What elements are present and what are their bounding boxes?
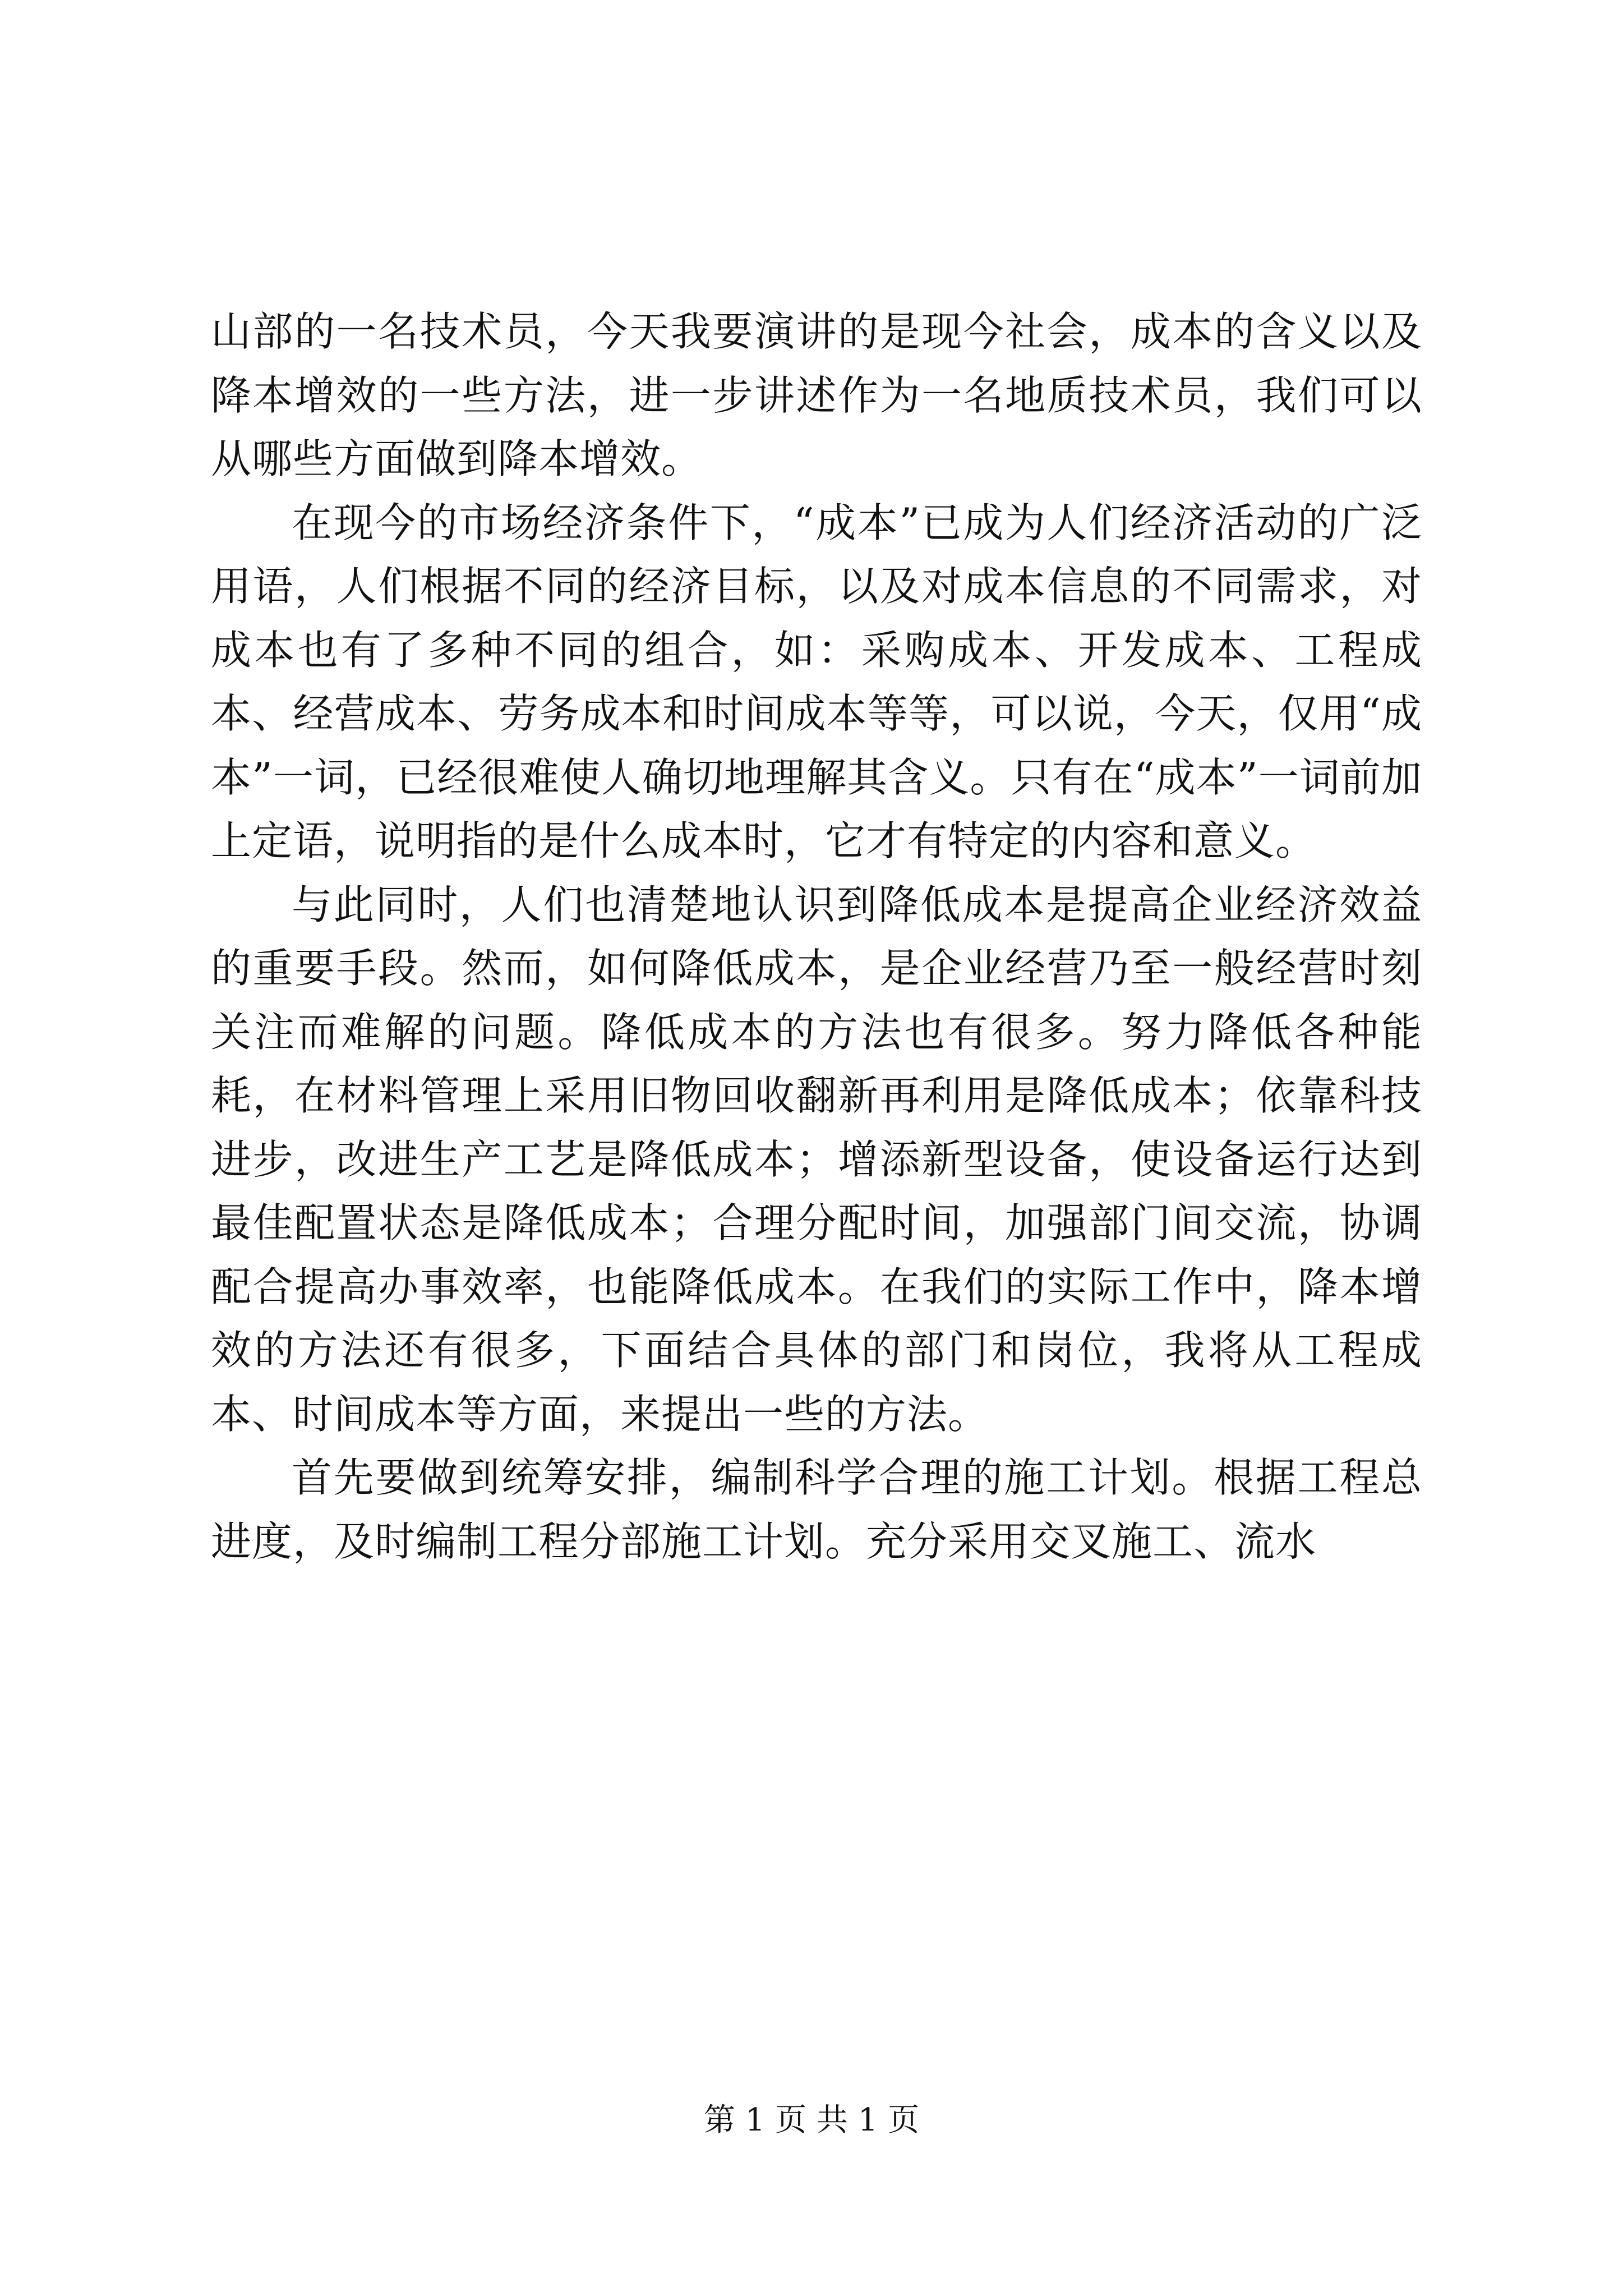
document-body bbox=[211, 300, 1422, 1573]
page-footer: 第 1 页 共 1 页 bbox=[703, 2102, 920, 2138]
paragraph-1: 山部的一名技术员，今天我要演讲的是现今社会，成本的含义以及降本增效的一些方法，进一步讲述作为一名地质技术员，我们可以从哪些方面做到降本增效。 bbox=[211, 308, 1422, 482]
paragraph-4: 首先要做到统筹安排，编制科学合理的施工计划。根据工程总进度，及时编制工程分部施工计划。充分采用交叉施工、流水 bbox=[211, 1454, 1422, 1565]
paragraph-2: 在现今的市场经济条件下，“成本”已成为人们经济活动的广泛用语，人们根据不同的经济目标，以及对成本信息的不同需求，对成本也有了多种不同的组合，如：采购成本、开发成本、工程成本、经营成本、劳务成本和时间成本等等，可以说，今天，仅用“成本”一词，已经很难使人确切地理解其含义。只有在“成本”一词前加上定语，说明指的是什么成本时，它才有特定的内容和意义。 bbox=[211, 499, 1422, 864]
paragraph-3: 与此同时，人们也清楚地认识到降低成本是提高企业经济效益的重要手段。然而，如何降低成本，是企业经营乃至一般经营时刻关注而难解的问题。降低成本的方法也有很多。努力降低各种能耗，在材料管理上采用旧物回收翻新再利用是降低成本；依靠科技进步，改进生产工艺是降低成本；增添新型设备，使设备运行达到最佳配置状态是降低成本；合理分配时间，加强部门间交流，协调配合提高办事效率，也能降低成本。在我们的实际工作中，降本增效的方法还有很多，下面结合具体的部门和岗位，我将从工程成本、时间成本等方面，来提出一些的方法。 bbox=[211, 881, 1422, 1438]
